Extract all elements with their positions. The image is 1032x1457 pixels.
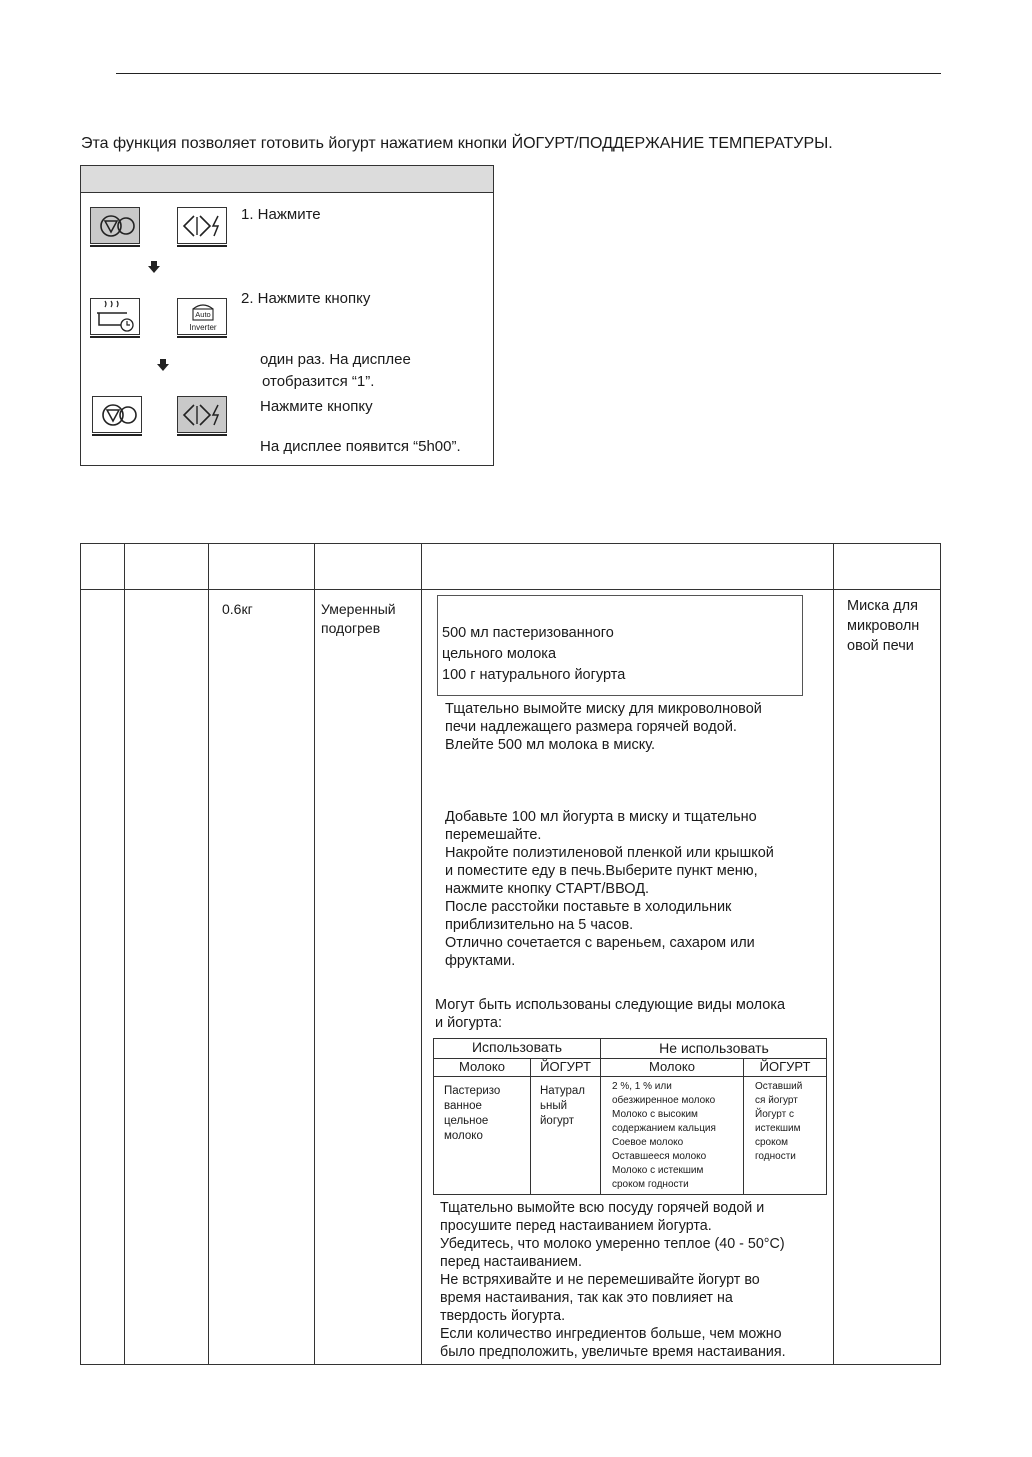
text-line: нажмите кнопку СТАРТ/ВВОД. xyxy=(445,881,650,897)
start-button xyxy=(177,207,227,244)
text-line: и поместите еду в печь.Выберите пункт меню, xyxy=(445,863,758,879)
text-line: После расстойки поставьте в холодильник xyxy=(445,899,732,915)
text-line: Отлично сочетается с вареньем, сахаром или xyxy=(445,935,755,951)
not-use-header: Не использовать xyxy=(659,1040,769,1056)
step-1-text: 1. Нажмите xyxy=(241,206,321,223)
text-line: Тщательно вымойте всю посуду горячей водой и xyxy=(440,1200,765,1216)
text-line: сроком xyxy=(755,1137,789,1148)
text-line: перед настаиванием. xyxy=(440,1254,582,1270)
ingredient-line: 100 г натурального йогурта xyxy=(442,667,626,683)
tips-paragraph xyxy=(440,1199,786,1361)
text-line: истекшим xyxy=(755,1123,801,1134)
ingredient-line: цельного молока xyxy=(442,646,557,662)
auto-label: Auto xyxy=(195,310,211,319)
no-milk-header: Молоко xyxy=(649,1059,695,1074)
text-line: ся йогурт xyxy=(755,1095,798,1106)
step-2-continued-line-1: один раз. На дисплее xyxy=(260,351,411,368)
step-2-continued-line-2: отобразится “1”. xyxy=(262,373,375,390)
inner-divider xyxy=(743,1058,744,1194)
text-line: ьный xyxy=(540,1100,568,1112)
text-line: время настаивания, так как это повлияет на xyxy=(440,1290,733,1306)
instruction-box xyxy=(80,165,494,466)
container-line-3: овой печи xyxy=(847,638,914,654)
container-line-1: Миска для xyxy=(847,598,918,614)
text-line: цельное xyxy=(444,1115,489,1127)
text-line: Оставший xyxy=(755,1081,803,1092)
use-yogurt-cell xyxy=(540,1084,585,1129)
start-enter-icon xyxy=(178,397,228,434)
intro-text: Эта функция позволяет готовить йогурт нажатием кнопки ЙОГУРТ/ПОДДЕРЖАНИЕ ТЕМПЕРАТУРЫ. xyxy=(81,135,833,152)
column-divider xyxy=(124,544,125,1364)
stop-clear-icon xyxy=(91,208,141,245)
inverter-label: Inverter xyxy=(189,323,217,332)
text-line: просушите перед настаиванием йогурта. xyxy=(440,1218,712,1234)
start-enter-icon xyxy=(178,208,228,245)
text-line: йогурт xyxy=(540,1115,575,1127)
header-divider xyxy=(81,589,940,590)
text-line: Накройте полиэтиленовой пленкой или крышкой xyxy=(445,845,774,861)
text-line: содержанием кальция xyxy=(612,1123,716,1134)
power-line-2: подогрев xyxy=(321,620,381,636)
step-2-text: 2. Нажмите кнопку xyxy=(241,290,371,307)
text-line: Соевое молоко xyxy=(612,1137,684,1148)
text-line: Оставшееся молоко xyxy=(612,1151,707,1162)
ingredient-line: 500 мл пастеризованного xyxy=(442,625,614,641)
stop-button xyxy=(92,396,142,433)
text-line: и йогурта: xyxy=(435,1015,502,1031)
arrow-down-icon xyxy=(148,266,160,273)
text-line: Могут быть использованы следующие виды молока xyxy=(435,997,786,1013)
text-line: Пастеризо xyxy=(444,1085,501,1097)
text-line: перемешайте. xyxy=(445,827,542,843)
prep-paragraph-1 xyxy=(445,700,762,754)
text-line: фруктами. xyxy=(445,953,516,969)
use-header: Использовать xyxy=(471,1039,563,1055)
auto-inverter-button xyxy=(177,298,227,335)
text-line: сроком годности xyxy=(612,1179,689,1190)
power-line-1: Умеренный xyxy=(321,601,396,617)
inner-divider xyxy=(530,1058,531,1194)
text-line: твердость йогурта. xyxy=(440,1308,566,1324)
text-line: было предположить, увеличьте время настаивания. xyxy=(440,1344,786,1360)
text-line: Влейте 500 мл молока в миску. xyxy=(445,737,656,753)
top-rule xyxy=(116,73,941,74)
text-line: годности xyxy=(755,1151,796,1162)
inner-divider xyxy=(434,1076,826,1077)
text-line: Тщательно вымойте миску для микроволновой xyxy=(445,701,762,717)
ingredients-box xyxy=(437,595,803,696)
text-line: Убедитесь, что молоко умеренно теплое (40 - 50°C) xyxy=(440,1236,785,1252)
no-milk-cell xyxy=(612,1080,716,1192)
text-line: приблизительно на 5 часов. xyxy=(445,917,634,933)
types-intro xyxy=(435,996,785,1032)
text-line: Молоко с высоким xyxy=(612,1109,698,1120)
column-divider xyxy=(208,544,209,1364)
stop-button xyxy=(90,207,140,244)
text-line: Йогурт с xyxy=(755,1109,794,1120)
stop-clear-icon xyxy=(93,397,143,434)
milk-yogurt-table xyxy=(433,1038,827,1195)
text-line: Молоко с истекшим xyxy=(612,1165,704,1176)
text-line: печи надлежащего размера горячей водой. xyxy=(445,719,737,735)
container-line-2: микроволн xyxy=(847,618,920,634)
instruction-box-header xyxy=(81,166,493,193)
no-yogurt-cell xyxy=(755,1080,802,1164)
text-line: ванное xyxy=(444,1100,482,1112)
text-line: обезжиренное молоко xyxy=(612,1095,716,1106)
no-yogurt-header: ЙОГУРТ xyxy=(759,1059,811,1074)
text-line: Добавьте 100 мл йогурта в миску и тщательно xyxy=(445,809,757,825)
prep-paragraph-2 xyxy=(445,808,774,970)
column-divider xyxy=(833,544,834,1364)
step-3-result: На дисплее появится “5h00”. xyxy=(260,438,461,455)
yogurt-table xyxy=(80,543,941,1365)
keep-warm-button xyxy=(90,298,140,335)
text-line: Натурал xyxy=(540,1085,585,1097)
keep-warm-icon xyxy=(91,299,141,336)
text-line: Если количество ингредиентов больше, чем можно xyxy=(440,1326,782,1342)
text-line: молоко xyxy=(444,1130,483,1142)
text-line: 2 %, 1 % или xyxy=(612,1081,672,1092)
use-yogurt-header: ЙОГУРТ xyxy=(540,1059,591,1074)
arrow-down-icon xyxy=(157,364,169,371)
column-divider xyxy=(421,544,422,1364)
start-button xyxy=(177,396,227,433)
step-3-text: Нажмите кнопку xyxy=(260,398,373,415)
use-milk-header: Молоко xyxy=(459,1059,505,1074)
weight-cell: 0.6кг xyxy=(222,601,253,617)
use-milk-cell xyxy=(444,1084,500,1144)
text-line: Не встряхивайте и не перемешивайте йогурт во xyxy=(440,1272,760,1288)
column-divider xyxy=(314,544,315,1364)
